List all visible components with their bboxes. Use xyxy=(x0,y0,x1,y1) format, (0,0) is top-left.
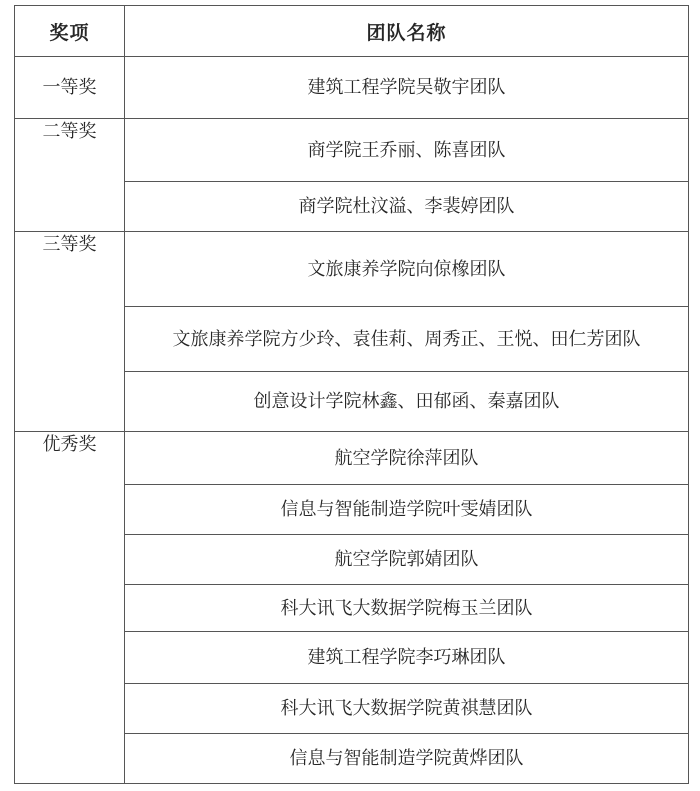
team-cell: 科大讯飞大数据学院梅玉兰团队 xyxy=(125,585,689,632)
table-row xyxy=(15,232,689,307)
table-row xyxy=(15,432,689,485)
table-row xyxy=(15,57,689,119)
team-cell: 文旅康养学院向倞橡团队 xyxy=(125,232,689,307)
awards-table-body xyxy=(15,57,689,784)
team-cell: 航空学院徐萍团队 xyxy=(125,432,689,485)
table-row xyxy=(15,119,689,182)
award-cell: 优秀奖 xyxy=(15,432,125,784)
team-cell: 文旅康养学院方少玲、袁佳莉、周秀正、王悦、田仁芳团队 xyxy=(125,307,689,372)
team-cell: 商学院王乔丽、陈喜团队 xyxy=(125,119,689,182)
award-cell: 二等奖 xyxy=(15,119,125,232)
team-cell: 科大讯飞大数据学院黄祺慧团队 xyxy=(125,684,689,734)
team-cell: 信息与智能制造学院叶雯婧团队 xyxy=(125,485,689,535)
team-cell: 创意设计学院林鑫、田郁函、秦嘉团队 xyxy=(125,372,689,432)
header-row xyxy=(15,6,689,57)
column-header-award: 奖项 xyxy=(15,6,125,57)
award-cell: 三等奖 xyxy=(15,232,125,432)
team-cell: 航空学院郭婧团队 xyxy=(125,535,689,585)
column-header-team: 团队名称 xyxy=(125,6,689,57)
team-cell: 建筑工程学院吴敬宇团队 xyxy=(125,57,689,119)
team-cell: 建筑工程学院李巧琳团队 xyxy=(125,632,689,684)
team-cell: 信息与智能制造学院黄烨团队 xyxy=(125,734,689,784)
awards-table xyxy=(14,5,689,784)
award-cell: 一等奖 xyxy=(15,57,125,119)
team-cell: 商学院杜汶溢、李裴婷团队 xyxy=(125,182,689,232)
